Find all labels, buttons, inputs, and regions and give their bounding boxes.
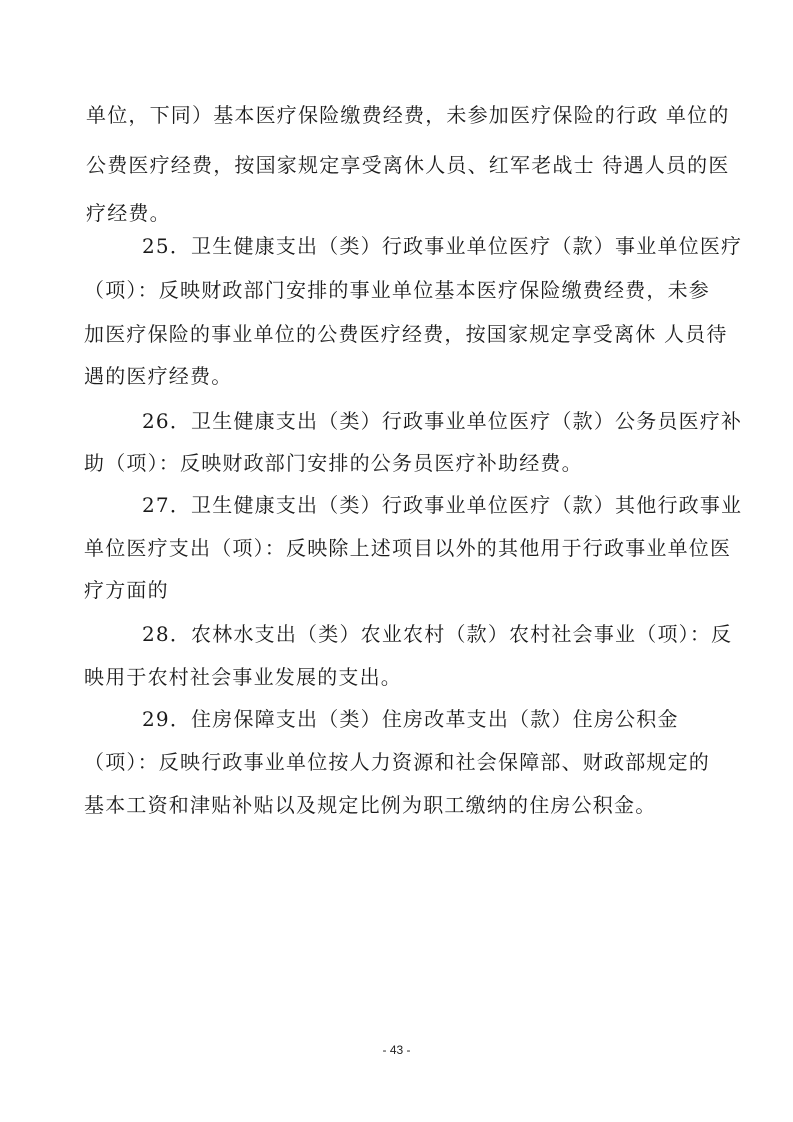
paragraph-line: 加医疗保险的事业单位的公费医疗经费，按国家规定享受离休 人员待 <box>84 322 728 346</box>
paragraph-line: 疗方面的 <box>84 578 169 602</box>
paragraph-line: （项）：反映行政事业单位按人力资源和社会保障部、财政部规定的 <box>84 750 710 774</box>
paragraph-line: 遇的医疗经费。 <box>84 364 233 388</box>
paragraph-line: 助（项）：反映财政部门安排的公务员医疗补助经费。 <box>84 451 583 475</box>
paragraph-line: 映用于农村社会事业发展的支出。 <box>84 665 402 689</box>
paragraph-line: （项）：反映财政部门安排的事业单位基本医疗保险缴费经费，未参 <box>84 278 710 302</box>
page-number: - 43 - <box>382 1043 411 1057</box>
paragraph-line: 公费医疗经费，按国家规定享受离休人员、红军老战士 待遇人员的医 <box>86 153 730 177</box>
paragraph-line: 基本工资和津贴补贴以及规定比例为职工缴纳的住房公积金。 <box>84 793 657 817</box>
paragraph-line: 疗经费。 <box>86 201 171 225</box>
paragraph-line: 26．卫生健康支出（类）行政事业单位医疗（款）公务员医疗补 <box>142 409 743 433</box>
paragraph-line: 25．卫生健康支出（类）行政事业单位医疗（款）事业单位医疗 <box>142 234 743 258</box>
paragraph-line: 28．农林水支出（类）农业农村（款）农村社会事业（项）：反 <box>142 622 733 646</box>
paragraph-line: 单位，下同）基本医疗保险缴费经费，未参加医疗保险的行政 单位的 <box>86 103 730 127</box>
paragraph-line: 单位医疗支出（项）：反映除上述项目以外的其他用于行政事业单位医 <box>84 536 732 560</box>
paragraph-line: 27．卫生健康支出（类）行政事业单位医疗（款）其他行政事业 <box>142 493 743 517</box>
paragraph-line: 29．住房保障支出（类）住房改革支出（款）住房公积金 <box>142 707 679 731</box>
